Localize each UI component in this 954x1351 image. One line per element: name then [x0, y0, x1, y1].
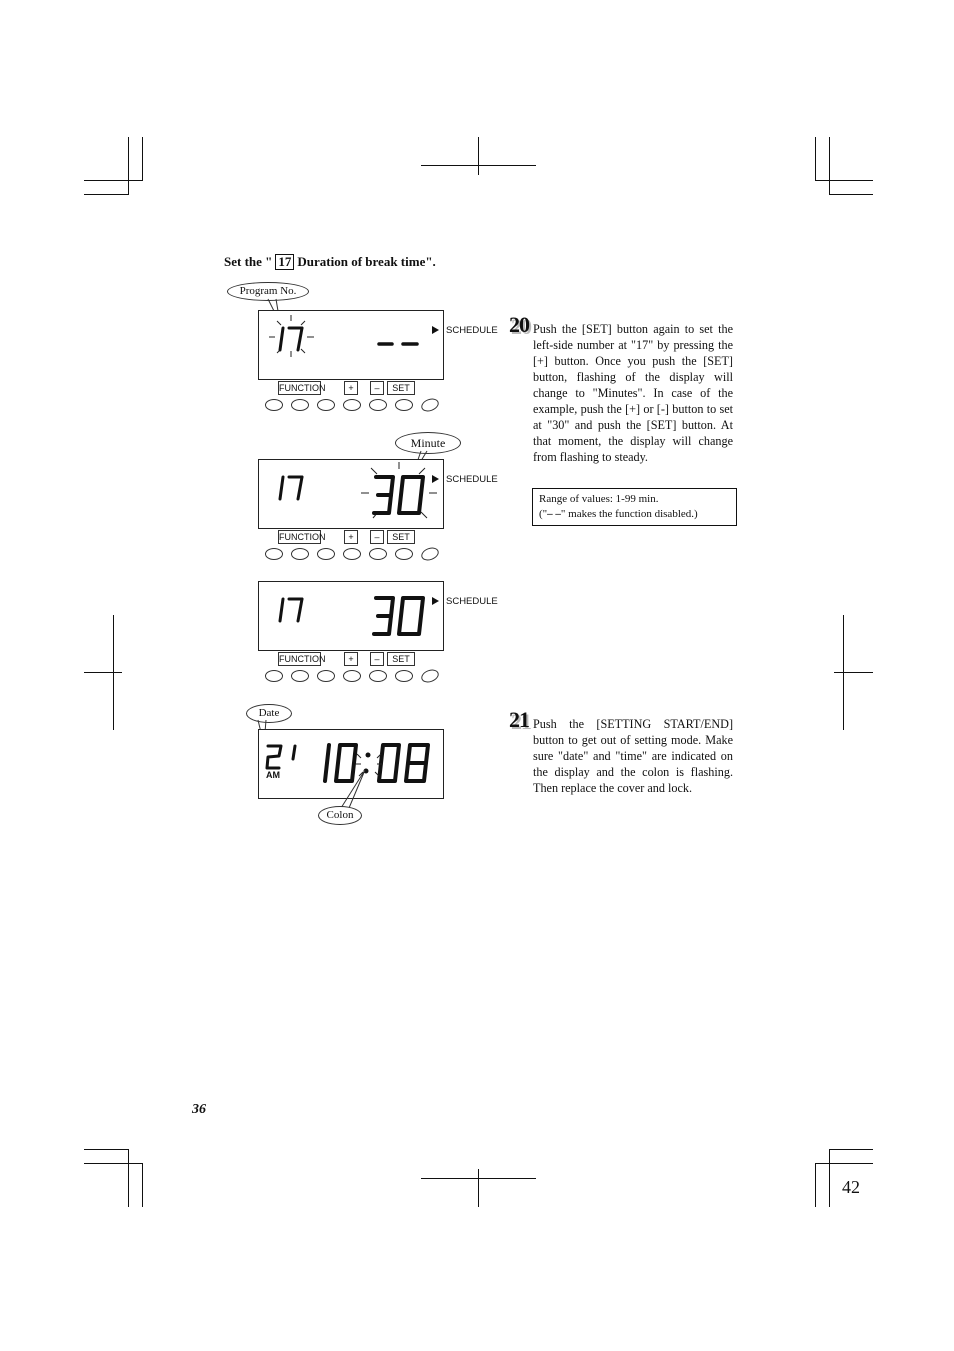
panel-button-oval[interactable]: [265, 548, 283, 560]
function-key-3[interactable]: FUNCTION: [279, 654, 326, 664]
panel-button-oval[interactable]: [343, 548, 361, 560]
range-note-suffix: " makes the function disabled.): [560, 508, 698, 520]
schedule-arrow-1: [432, 326, 439, 334]
step-21-text: Push the [SETTING START/END] button to get out of setting mode. Make sure "date" and "time" are indicated on the display and the colon is flashing. Then replace the cover and lock.: [533, 717, 733, 795]
range-note-line1: Range of values: 1-99 min.: [539, 493, 659, 505]
panel-button-oval[interactable]: [291, 670, 309, 682]
lcd-minutes-digits-3: [371, 594, 427, 638]
callout-colon-pointer: [335, 768, 375, 810]
panel-button-oval[interactable]: [395, 548, 413, 560]
schedule-label-1: SCHEDULE: [446, 325, 498, 336]
step-20-text: Push the [SET] button again to set the left-side number at "17" by pressing the [+] button. Once you push the [SET] button, flashing of the display will change to "Minutes". In case of the example, push the [+] or [-] button to set at "30" and push the [SET] button. At that moment, the display will change from flashing to steady.: [533, 322, 733, 464]
panel-button-oval[interactable]: [369, 548, 387, 560]
section-heading: [224, 254, 436, 270]
panel-button-oval[interactable]: [291, 548, 309, 560]
callout-colon-label: Colon: [326, 809, 354, 821]
lcd-display-2: [258, 459, 444, 529]
panel-button-oval[interactable]: [317, 670, 335, 682]
schedule-arrow-3: [432, 597, 439, 605]
panel-button-oval[interactable]: [369, 399, 387, 411]
panel-button-oval[interactable]: [265, 670, 283, 682]
lcd-date-digits: [265, 742, 305, 772]
range-note-box: [532, 488, 737, 526]
panel-button-oval[interactable]: [291, 399, 309, 411]
callout-program-no-label: Program No.: [239, 285, 297, 297]
heading-prefix: Set the ": [224, 254, 273, 269]
lcd-program-digits-2: [275, 474, 307, 502]
range-note-prefix: (": [539, 508, 548, 520]
panel-button-oval[interactable]: [343, 670, 361, 682]
minus-key-1[interactable]: –: [370, 381, 384, 395]
panel-button-oval[interactable]: [369, 670, 387, 682]
callout-colon: [318, 806, 362, 825]
callout-date-label: Date: [258, 707, 280, 719]
minus-key-3[interactable]: –: [370, 652, 384, 666]
program-number-box: 17: [275, 254, 294, 270]
panel-button-oval[interactable]: [395, 399, 413, 411]
lcd-minutes-digits-2: [371, 473, 427, 517]
step-number-20: 20: [509, 312, 529, 337]
set-key-3[interactable]: SET: [387, 652, 415, 666]
plus-key-3[interactable]: +: [344, 652, 358, 666]
panel-button-oval[interactable]: [343, 399, 361, 411]
panel-button-oval[interactable]: [419, 545, 440, 562]
set-key-1[interactable]: SET: [387, 381, 415, 395]
minus-key-2[interactable]: –: [370, 530, 384, 544]
callout-minute-label: Minute: [410, 436, 446, 450]
lcd-ampm: AM: [266, 770, 280, 780]
plus-key-2[interactable]: +: [344, 530, 358, 544]
lcd-display-1: [258, 310, 444, 380]
plus-key-1[interactable]: +: [344, 381, 358, 395]
step-number-21: 21: [509, 707, 529, 732]
function-key-1[interactable]: FUNCTION: [279, 383, 326, 393]
schedule-arrow-2: [432, 475, 439, 483]
lcd-dashes-1: [376, 339, 422, 349]
panel-button-oval[interactable]: [395, 670, 413, 682]
schedule-label-3: SCHEDULE: [446, 596, 498, 607]
range-note-line2: [539, 507, 733, 522]
panel-button-oval[interactable]: [317, 399, 335, 411]
function-key-2[interactable]: FUNCTION: [279, 532, 326, 542]
page-number: 36: [192, 1102, 206, 1117]
lcd-program-digits-3: [275, 596, 307, 624]
heading-suffix: Duration of break time".: [297, 254, 436, 269]
lcd-program-digits-1: [275, 325, 307, 353]
panel-button-oval[interactable]: [317, 548, 335, 560]
lcd-display-3: [258, 581, 444, 651]
panel-button-oval[interactable]: [265, 399, 283, 411]
range-note-dashes: – –: [547, 508, 561, 520]
sheet-number: 42: [842, 1177, 860, 1197]
panel-button-oval[interactable]: [419, 667, 440, 684]
schedule-label-2: SCHEDULE: [446, 474, 498, 485]
set-key-2[interactable]: SET: [387, 530, 415, 544]
panel-button-oval[interactable]: [419, 396, 440, 413]
